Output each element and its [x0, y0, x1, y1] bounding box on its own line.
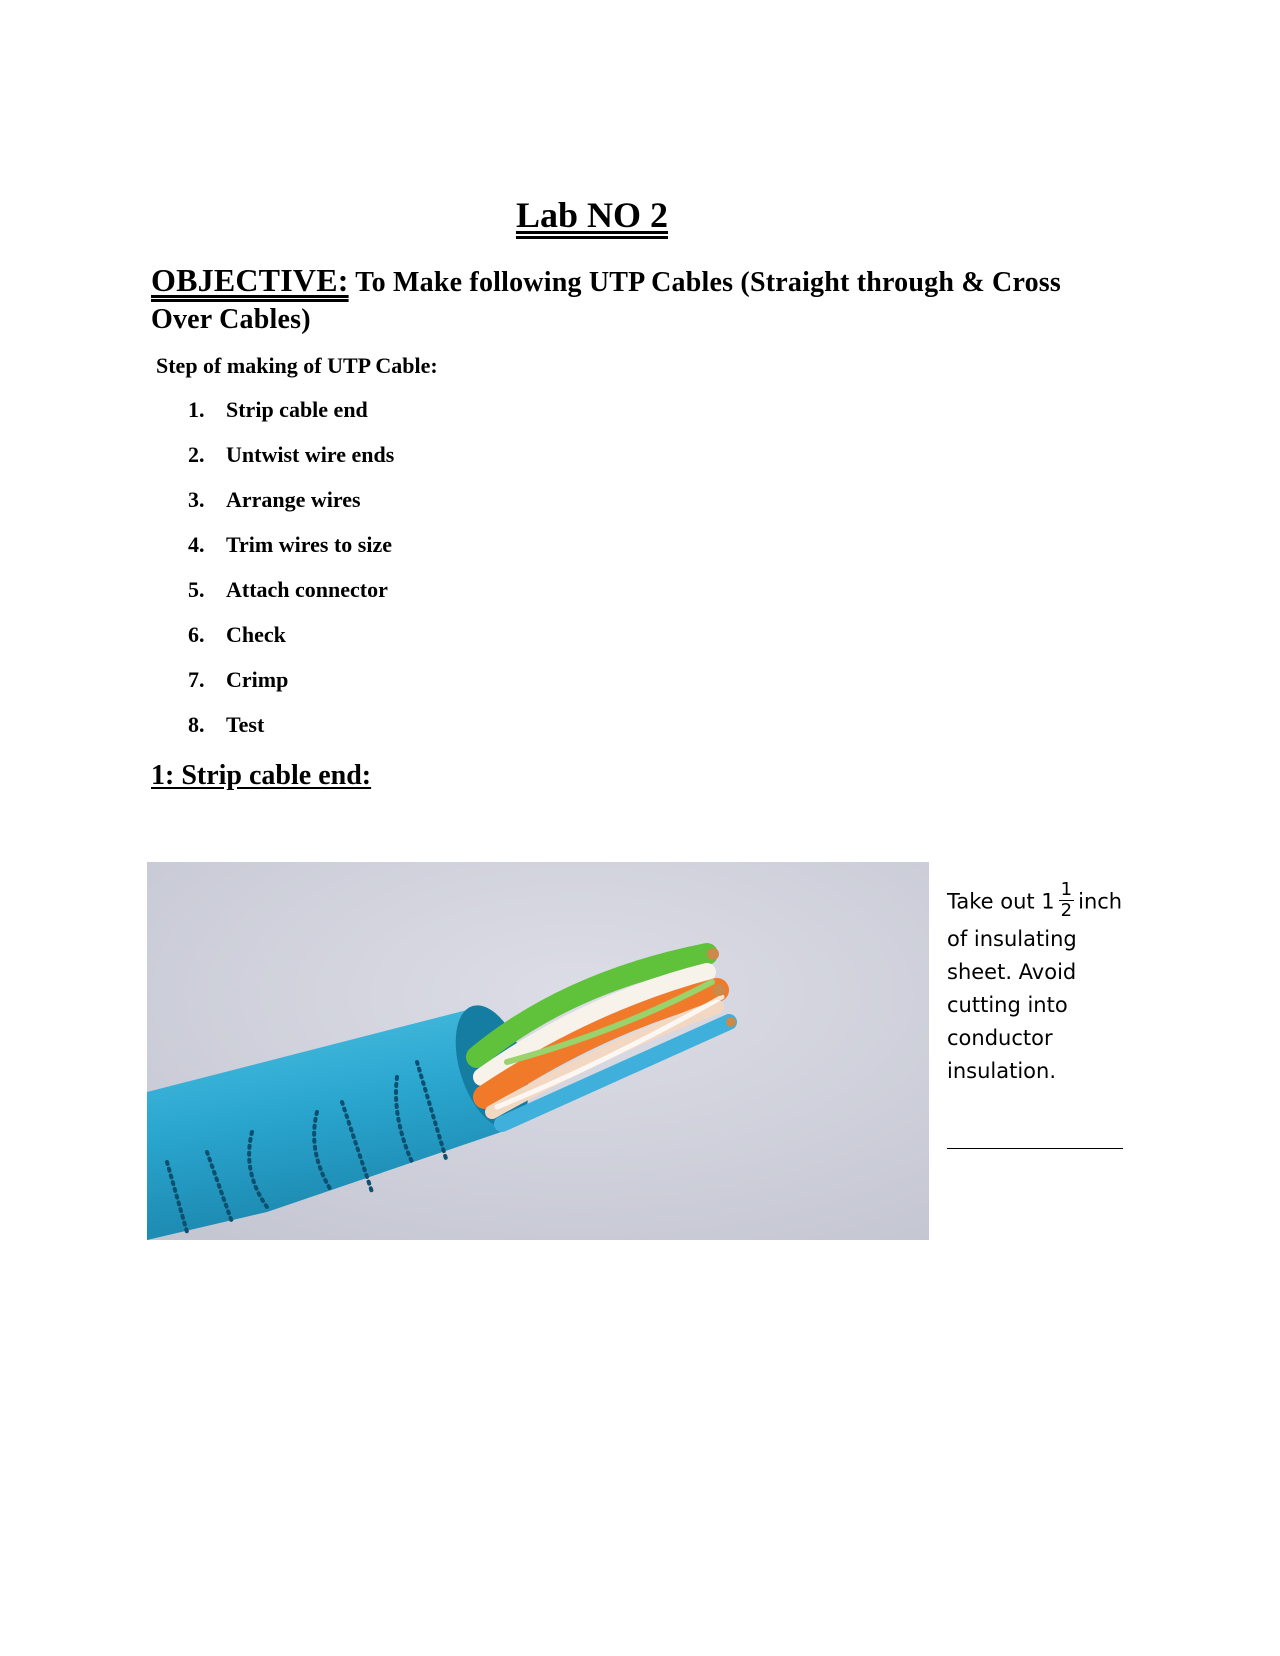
cable-photo: [147, 862, 929, 1240]
objective-text: To Make following UTP Cables (Straight through & Cross Over Cables): [151, 267, 1061, 335]
step-number: 6.: [188, 622, 205, 647]
steps-heading: Step of making of UTP Cable:: [156, 353, 438, 378]
step-number: 2.: [188, 442, 205, 467]
step-text: Strip cable end: [226, 397, 368, 422]
caption-text: [947, 879, 1147, 1088]
objective-paragraph: [151, 262, 1111, 338]
page-title: Lab NO 2: [515, 195, 669, 235]
caption-line: insulation.: [947, 1059, 1056, 1083]
objective-label: OBJECTIVE:: [151, 262, 349, 298]
blank-line: [947, 1148, 1123, 1149]
step-number: 4.: [188, 532, 205, 557]
fraction-denominator: 2: [1060, 900, 1073, 921]
step-number: 1.: [188, 397, 205, 422]
step-number: 3.: [188, 487, 205, 512]
caption-line: sheet. Avoid: [947, 960, 1077, 984]
caption-first-line: [947, 879, 1147, 923]
caption-suffix: inch: [1078, 889, 1123, 914]
step-text: Arrange wires: [226, 487, 361, 512]
fraction: [1059, 880, 1074, 921]
caption-prefix: Take out 1: [947, 889, 1055, 914]
step-text: Untwist wire ends: [226, 442, 395, 467]
step-text: Check: [226, 622, 286, 647]
step-number: 7.: [188, 667, 205, 692]
step-text: Test: [226, 712, 265, 737]
caption-line: of insulating: [947, 927, 1077, 951]
fraction-numerator: 1: [1060, 879, 1073, 900]
caption-line: cutting into: [947, 993, 1068, 1017]
section-heading: 1: Strip cable end:: [151, 760, 372, 791]
step-text: Trim wires to size: [226, 532, 392, 557]
step-number: 8.: [188, 712, 205, 737]
caption-line: conductor: [947, 1026, 1053, 1050]
step-text: Crimp: [226, 667, 289, 692]
step-text: Attach connector: [226, 577, 388, 602]
step-number: 5.: [188, 577, 205, 602]
